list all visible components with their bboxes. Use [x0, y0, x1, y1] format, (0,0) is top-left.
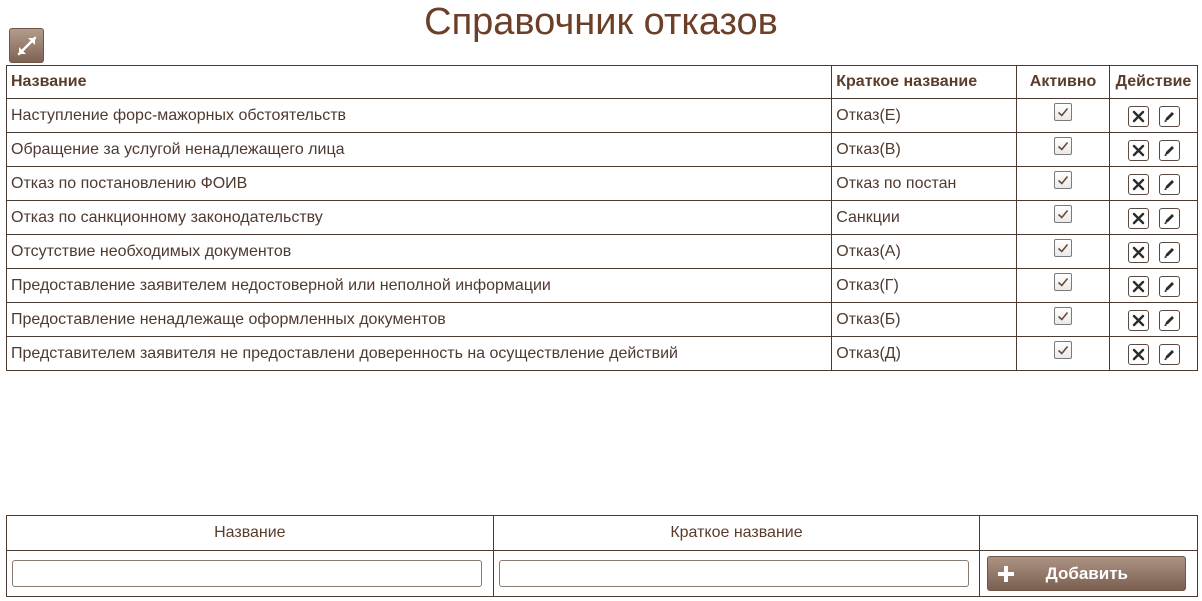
active-checkbox[interactable] — [1054, 205, 1072, 223]
delete-button[interactable] — [1128, 344, 1149, 365]
row-short-name: Отказ(В) — [832, 133, 1017, 167]
row-action-cell — [1110, 235, 1198, 269]
pencil-icon — [1160, 311, 1179, 330]
row-active-cell — [1017, 167, 1110, 201]
expand-icon — [16, 35, 38, 57]
row-short-name: Отказ(Б) — [832, 303, 1017, 337]
edit-button[interactable] — [1159, 140, 1180, 161]
table-row — [7, 337, 1198, 371]
edit-button[interactable] — [1159, 208, 1180, 229]
delete-button[interactable] — [1128, 174, 1149, 195]
add-form-header-row — [7, 516, 1198, 551]
row-active-cell — [1017, 337, 1110, 371]
add-name-label: Название — [7, 516, 494, 551]
name-input[interactable] — [12, 560, 482, 587]
add-short-name-cell — [493, 551, 980, 597]
close-icon — [1129, 209, 1148, 228]
page-title: Справочник отказов — [424, 1, 778, 43]
refusals-table — [6, 65, 1198, 371]
delete-button[interactable] — [1128, 310, 1149, 331]
edit-button[interactable] — [1159, 344, 1180, 365]
add-form-input-row — [7, 551, 1198, 597]
row-action-cell — [1110, 133, 1198, 167]
delete-button[interactable] — [1128, 140, 1149, 161]
delete-button[interactable] — [1128, 208, 1149, 229]
row-name: Обращение за услугой ненадлежащего лица — [7, 133, 832, 167]
expand-button[interactable] — [9, 28, 44, 63]
row-active-cell — [1017, 235, 1110, 269]
row-name: Отказ по санкционному законодательству — [7, 201, 832, 235]
delete-button[interactable] — [1128, 242, 1149, 263]
column-header-short-name: Краткое название — [832, 66, 1017, 99]
row-active-cell — [1017, 303, 1110, 337]
active-checkbox[interactable] — [1054, 103, 1072, 121]
column-header-name: Название — [7, 66, 832, 99]
active-checkbox[interactable] — [1054, 171, 1072, 189]
row-short-name: Отказ(Д) — [832, 337, 1017, 371]
row-action-cell — [1110, 269, 1198, 303]
close-icon — [1129, 277, 1148, 296]
row-short-name: Отказ(А) — [832, 235, 1017, 269]
checkbox-checked-icon — [1055, 138, 1071, 154]
close-icon — [1129, 175, 1148, 194]
row-name: Наступление форс-мажорных обстоятельств — [7, 99, 832, 133]
row-active-cell — [1017, 201, 1110, 235]
edit-button[interactable] — [1159, 174, 1180, 195]
edit-button[interactable] — [1159, 276, 1180, 297]
add-form — [6, 515, 1198, 597]
add-name-cell — [7, 551, 494, 597]
delete-button[interactable] — [1128, 276, 1149, 297]
pencil-icon — [1160, 107, 1179, 126]
plus-icon — [988, 564, 1024, 584]
table-row — [7, 269, 1198, 303]
pencil-icon — [1160, 141, 1179, 160]
table-row — [7, 133, 1198, 167]
edit-button[interactable] — [1159, 242, 1180, 263]
close-icon — [1129, 141, 1148, 160]
add-form-empty-header — [980, 516, 1198, 551]
row-active-cell — [1017, 99, 1110, 133]
row-active-cell — [1017, 133, 1110, 167]
row-short-name: Санкции — [832, 201, 1017, 235]
column-header-action: Действие — [1110, 66, 1198, 99]
row-name: Отсутствие необходимых документов — [7, 235, 832, 269]
row-action-cell — [1110, 303, 1198, 337]
column-header-active: Активно — [1017, 66, 1110, 99]
table-header-row — [7, 66, 1198, 99]
row-name: Предоставление заявителем недостоверной или неполной информации — [7, 269, 832, 303]
checkbox-checked-icon — [1055, 274, 1071, 290]
table-row — [7, 235, 1198, 269]
checkbox-checked-icon — [1055, 308, 1071, 324]
add-short-name-label: Краткое название — [493, 516, 980, 551]
row-name: Представителем заявителя не предоставлени доверенность на осуществление действий — [7, 337, 832, 371]
add-button-cell — [980, 551, 1198, 597]
table-row — [7, 167, 1198, 201]
checkbox-checked-icon — [1055, 104, 1071, 120]
row-short-name: Отказ по постан — [832, 167, 1017, 201]
edit-button[interactable] — [1159, 310, 1180, 331]
checkbox-checked-icon — [1055, 172, 1071, 188]
row-action-cell — [1110, 201, 1198, 235]
row-name: Предоставление ненадлежаще оформленных документов — [7, 303, 832, 337]
checkbox-checked-icon — [1055, 240, 1071, 256]
pencil-icon — [1160, 243, 1179, 262]
row-name: Отказ по постановлению ФОИВ — [7, 167, 832, 201]
close-icon — [1129, 107, 1148, 126]
table-row — [7, 201, 1198, 235]
active-checkbox[interactable] — [1054, 137, 1072, 155]
row-action-cell — [1110, 167, 1198, 201]
checkbox-checked-icon — [1055, 206, 1071, 222]
short-name-input[interactable] — [499, 560, 969, 587]
checkbox-checked-icon — [1055, 342, 1071, 358]
row-action-cell — [1110, 337, 1198, 371]
close-icon — [1129, 345, 1148, 364]
row-active-cell — [1017, 269, 1110, 303]
close-icon — [1129, 311, 1148, 330]
pencil-icon — [1160, 277, 1179, 296]
row-action-cell — [1110, 99, 1198, 133]
delete-button[interactable] — [1128, 106, 1149, 127]
pencil-icon — [1160, 209, 1179, 228]
active-checkbox[interactable] — [1054, 341, 1072, 359]
table-row — [7, 99, 1198, 133]
active-checkbox[interactable] — [1054, 307, 1072, 325]
row-short-name: Отказ(Е) — [832, 99, 1017, 133]
edit-button[interactable] — [1159, 106, 1180, 127]
active-checkbox[interactable] — [1054, 273, 1072, 291]
active-checkbox[interactable] — [1054, 239, 1072, 257]
add-button[interactable] — [987, 556, 1186, 591]
pencil-icon — [1160, 345, 1179, 364]
pencil-icon — [1160, 175, 1179, 194]
close-icon — [1129, 243, 1148, 262]
add-button-label: Добавить — [1045, 563, 1128, 583]
row-short-name: Отказ(Г) — [832, 269, 1017, 303]
table-row — [7, 303, 1198, 337]
